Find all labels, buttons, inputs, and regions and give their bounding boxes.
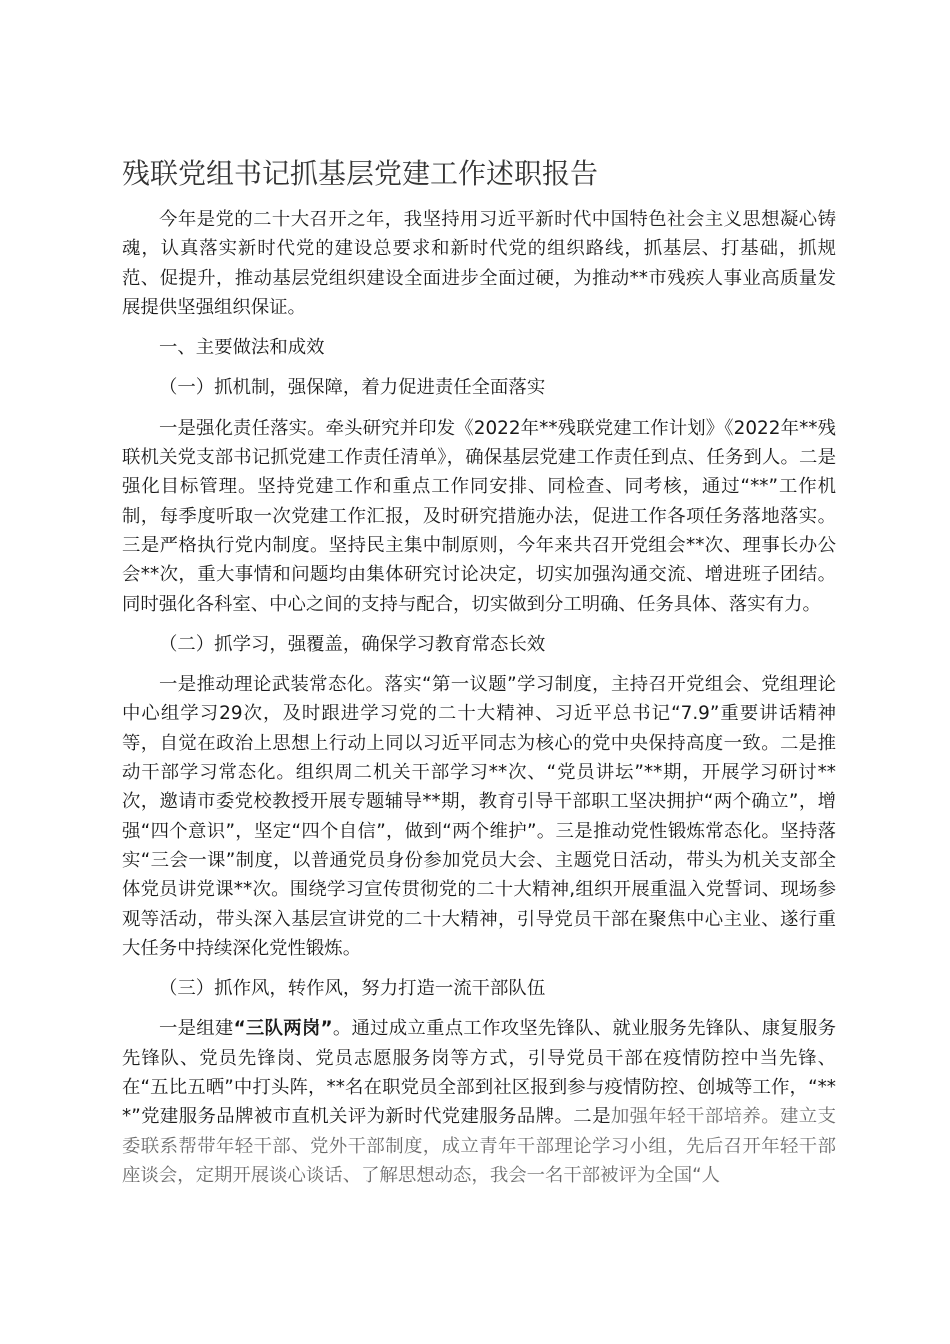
section-1-heading: 一、主要做法和成效 xyxy=(159,337,325,359)
subsection-2-heading: （二）抓学习，强覆盖，确保学习教育常态长效 xyxy=(159,633,546,655)
subsection-3-lead-text: 一是组建 xyxy=(159,1018,234,1040)
subsection-3-heading: （三）抓作风，转作风，努力打造一流干部队伍 xyxy=(159,978,546,1000)
subsection-3-paragraph xyxy=(122,1014,836,1190)
subsection-2-paragraph: 一是推动理论武装常态化。落实“第一议题”学习制度，主持召开党组会、党组理论中心组学习29次，及时跟进学习党的二十大精神、习近平总书记“7.9”重要讲话精神等，自觉在政治上思想上行动上同以习近平同志为核心的党中央保持高度一致。二是推动干部学习常态化。组织周二机关干部学习**次、“党员讲坛”**期，开展学习研讨**次，邀请市委党校教授开展专题辅导**期，教育引导干部职工坚决拥护“两个确立”，增强“四个意识”，坚定“四个自信”，做到“两个维护”。三是推动党性锻炼常态化。坚持落实“三会一课”制度，以普通党员身份参加党员大会、主题党日活动，带头为机关支部全体党员讲党课**次。围绕学习宣传贯彻党的二十大精神,组织开展重温入党誓词、现场参观等活动，带头深入基层宣讲党的二十大精神，引导党员干部在聚焦中心主业、遂行重大任务中持续深化党性锻炼。 xyxy=(122,674,836,959)
document-title: 残联党组书记抓基层党建工作述职报告 xyxy=(122,157,599,190)
subsection-1-paragraph: 一是强化责任落实。牵头研究并印发《2022年**残联党建工作计划》《2022年**残联机关党支部书记抓党建工作责任清单》，确保基层党建工作责任到点、任务到人。二是强化目标管理。坚持党建工作和重点工作同安排、同检查、同考核，通过“**”工作机制，每季度听取一次党建工作汇报，及时研究措施办法，促进工作各项任务落地落实。三是严格执行党内制度。坚持民主集中制原则，今年来共召开党组会**次、理事长办公会**次，重大事情和问题均由集体研究讨论决定，切实加强沟通交流、增进班子团结。同时强化各科室、中心之间的支持与配合，切实做到分工明确、任务具体、落实有力。 xyxy=(122,417,836,615)
subsection-1-heading: （一）抓机制，强保障，着力促进责任全面落实 xyxy=(159,377,546,399)
subsection-3-faded-text: 加强年轻干部培养。建立支委联系帮带年轻干部、党外干部制度，成立青年干部理论学习小组，先后召开年轻干部座谈会，定期开展谈心谈话、了解思想动态，我会一名干部被评为全国“人 xyxy=(122,1106,836,1186)
subsection-3-emphasis-text: “三队两岗” xyxy=(233,1018,333,1040)
intro-paragraph: 今年是党的二十大召开之年，我坚持用习近平新时代中国特色社会主义思想凝心铸魂，认真落实新时代党的建设总要求和新时代党的组织路线，抓基层、打基础，抓规范、促提升，推动基层党组织建设全面进步全面过硬，为推动**市残疾人事业高质量发展提供坚强组织保证。 xyxy=(122,209,836,318)
subsection-3-main-text: 。通过成立重点工作攻坚先锋队、就业服务先锋队、康复服务先锋队、党员先锋岗、党员志愿服务岗等方式，引导党员干部在疫情防控中当先锋、在“五比五晒”中打头阵，**名在职党员全部到社区报到参与疫情防控、创城等工作，“***”党建服务品牌被市直机关评为新时代党建服务品牌。二是 xyxy=(122,1018,836,1128)
document-body xyxy=(122,205,836,1201)
